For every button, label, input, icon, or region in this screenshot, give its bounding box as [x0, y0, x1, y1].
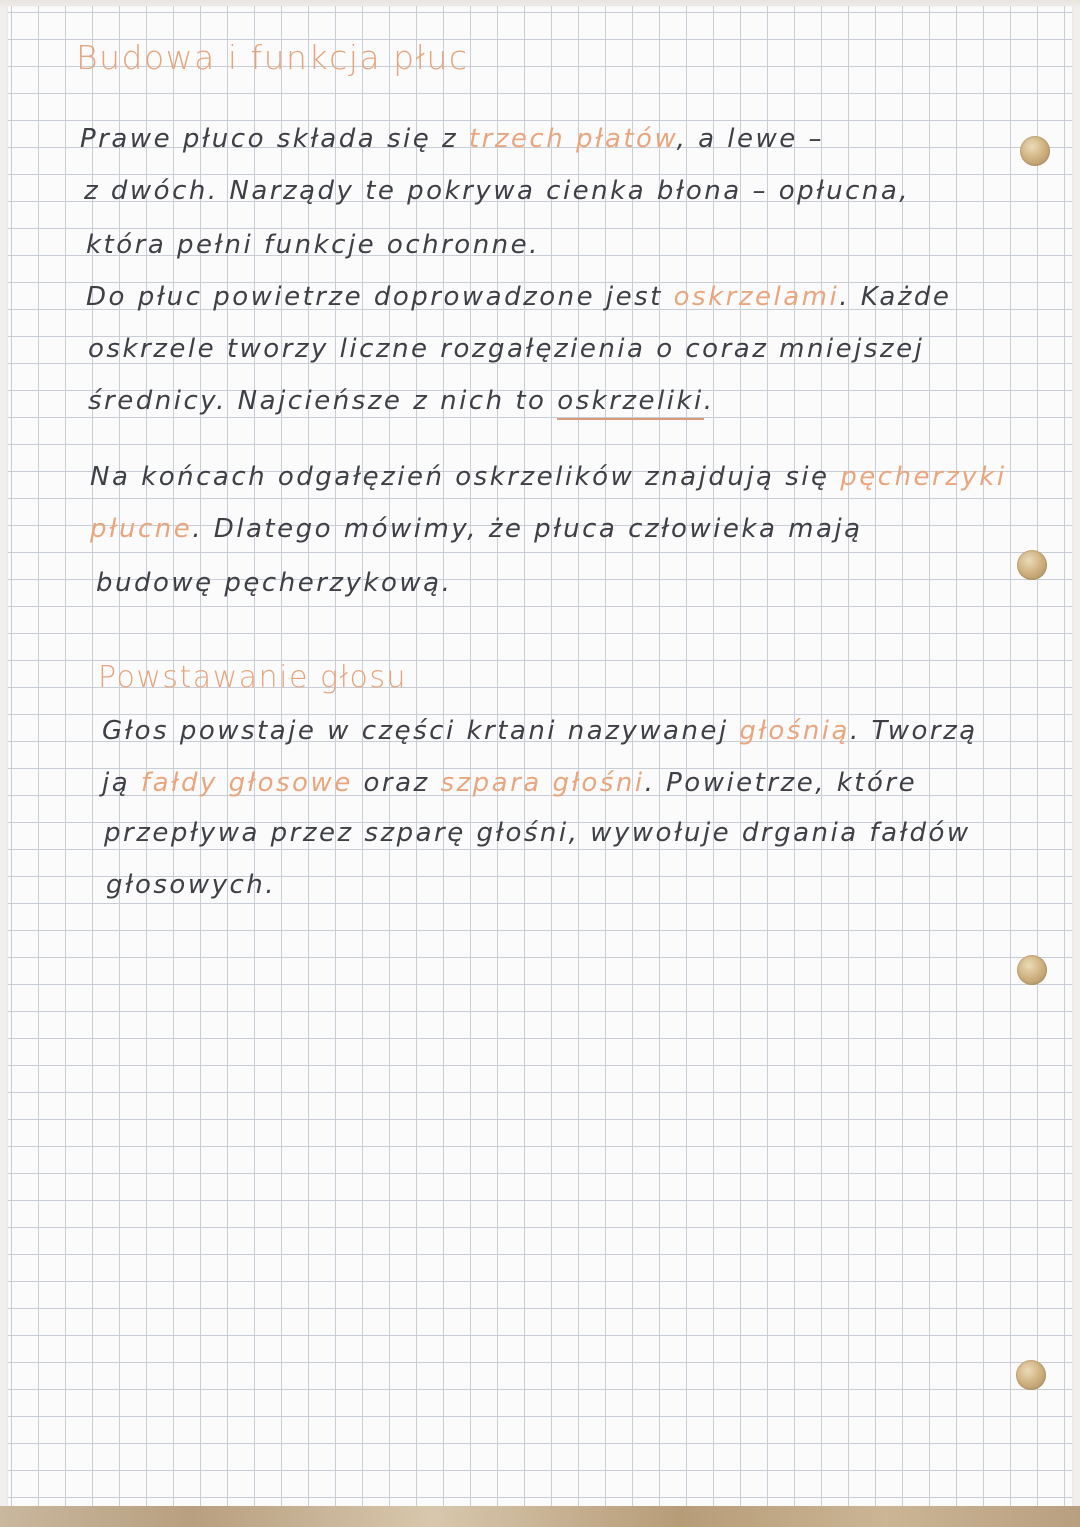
- text-line: która pełni funkcje ochronne.: [86, 230, 540, 260]
- binder-hole: [1017, 955, 1047, 985]
- text-line: przepływa przez szparę głośni, wywołuje drgania fałdów: [104, 818, 971, 848]
- text-line: oskrzele tworzy liczne rozgałęzienia o coraz mniejszej: [88, 334, 925, 364]
- text-line: budowę pęcherzykową.: [96, 568, 453, 598]
- binder-hole: [1017, 550, 1047, 580]
- underlined-term: oskrzeliki: [557, 386, 704, 420]
- section-title-voice: Powstawanie głosu: [98, 660, 407, 695]
- section-title-lungs: Budowa i funkcja płuc: [76, 38, 469, 77]
- text-line: Głos powstaje w części krtani nazywanej głośnią. Tworzą: [102, 716, 978, 746]
- text-line: głosowych.: [106, 870, 277, 900]
- text-line: z dwóch. Narządy te pokrywa cienka błona – opłucna,: [84, 176, 911, 206]
- page-top-edge: [0, 0, 1080, 8]
- text-line: średnicy. Najcieńsze z nich to oskrzeliki.: [88, 386, 715, 416]
- text-line: płucne. Dlatego mówimy, że płuca człowieka mają: [90, 514, 863, 544]
- text-line: ją fałdy głosowe oraz szpara głośni. Powietrze, które: [102, 768, 918, 798]
- text-line: Do płuc powietrze doprowadzone jest oskrzelami. Każde: [86, 282, 952, 312]
- text-line: Na końcach odgałęzień oskrzelików znajdują się pęcherzyki: [90, 462, 1007, 492]
- binder-hole: [1016, 1360, 1046, 1390]
- text-line: Prawe płuco składa się z trzech płatów, a lewe –: [80, 124, 825, 154]
- binder-hole: [1020, 136, 1050, 166]
- page-bottom-edge: [0, 1506, 1080, 1527]
